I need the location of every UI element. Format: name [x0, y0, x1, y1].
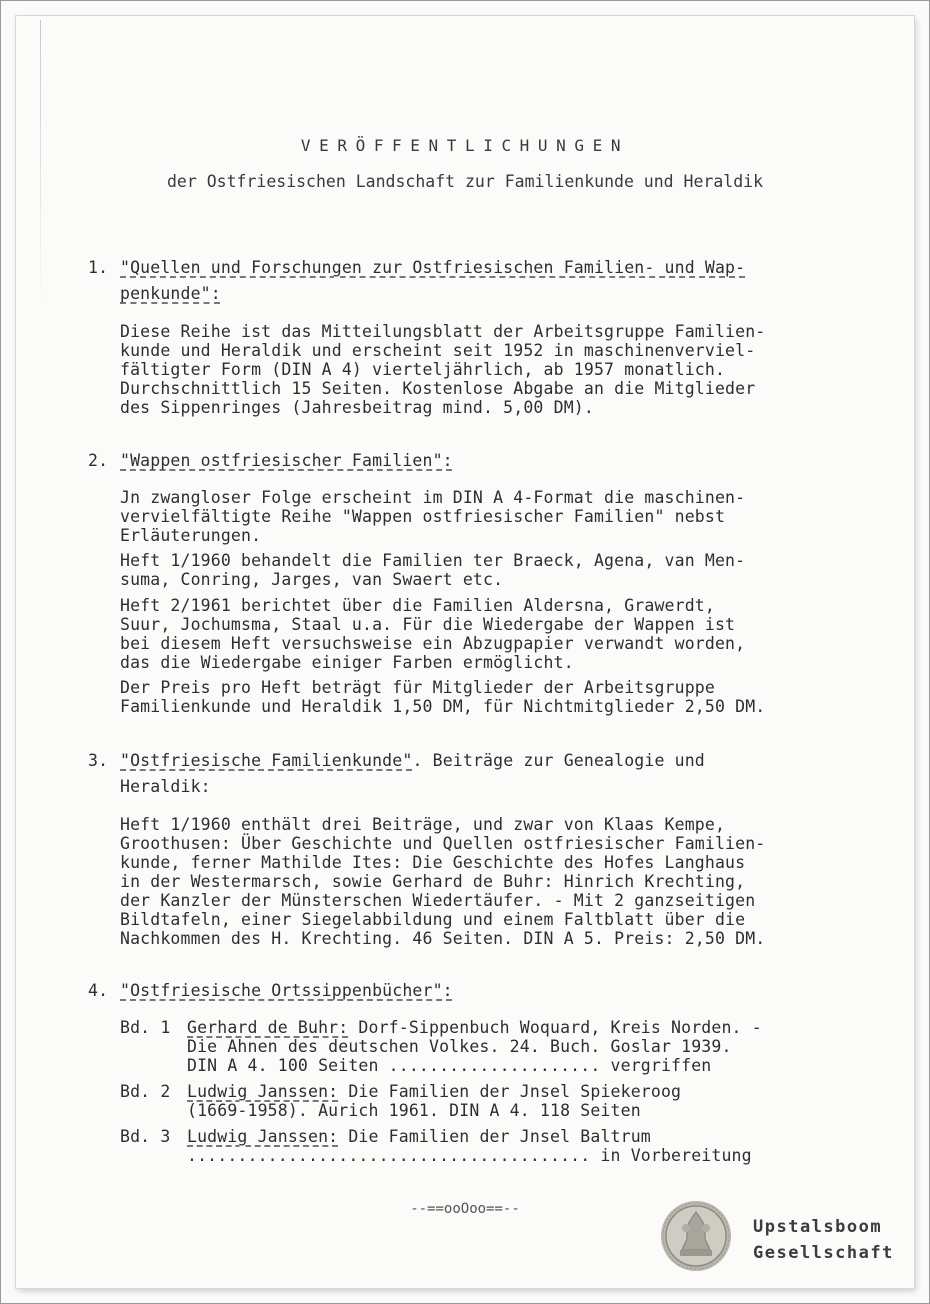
section3-body-line: Bildtafeln, einer Siegelabbildung und einem Faltblatt über die — [120, 910, 746, 929]
section1-body-line: fältigter Form (DIN A 4) vierteljährlich, ab 1957 monatlich. — [120, 360, 726, 379]
section2-para3-line: Heft 2/1961 berichtet über die Familien Aldersna, Grawerdt, — [120, 596, 715, 615]
logo-text-line1: Upstalsboom — [753, 1217, 883, 1237]
volume-detail-line: ........................................ in Vorbereitung — [187, 1146, 752, 1165]
volume-author: Gerhard de Buhr: — [187, 1018, 349, 1037]
section3-heading-line1 — [120, 751, 705, 771]
volume-title-line — [187, 1082, 681, 1102]
volume-label: Bd. 3 — [120, 1127, 171, 1146]
section3-body-line: in der Westermarsch, sowie Gerhard de Buhr: Hinrich Krechting, — [120, 872, 746, 891]
paper-edge-line — [40, 20, 41, 310]
volume-label: Bd. 2 — [120, 1082, 171, 1101]
section1-body-line: des Sippenringes (Jahresbeitrag mind. 5,00 DM). — [120, 398, 594, 417]
section3-heading-rest: . Beiträge zur Genealogie und — [412, 751, 705, 770]
volume-label: Bd. 1 — [120, 1018, 171, 1037]
section1-heading-line2: penkunde": — [120, 284, 221, 303]
section2-para2-line: Heft 1/1960 behandelt die Familien ter Braeck, Agena, van Men- — [120, 551, 746, 570]
section1-body-line: Diese Reihe ist das Mitteilungsblatt der Arbeitsgruppe Familien- — [120, 322, 766, 341]
section3-heading-title: "Ostfriesische Familienkunde" — [120, 751, 413, 770]
volume-title: Die Familien der Jnsel Spiekeroog — [338, 1082, 682, 1101]
volume-detail-line: Die Ahnen des deutschen Volkes. 24. Buch. Goslar 1939. — [187, 1037, 732, 1056]
section1-number: 1. — [88, 258, 109, 277]
document-title: VERÖFFENTLICHUNGEN — [300, 136, 630, 155]
section3-body-line: Groothusen: Über Geschichte und Quellen ostfriesischer Familien- — [120, 834, 766, 853]
volume-title: Dorf-Sippenbuch Woquard, Kreis Norden. - — [348, 1018, 762, 1037]
section3-heading-line2: Heraldik: — [120, 777, 211, 796]
section1-body-line: Durchschnittlich 15 Seiten. Kostenlose Abgabe an die Mitglieder — [120, 379, 756, 398]
seal-figure-left — [682, 1224, 690, 1232]
upstalsboom-seal-icon — [660, 1200, 732, 1272]
section3-body-line: Heft 1/1960 enthält drei Beiträge, und zwar von Klaas Kempe, — [120, 815, 726, 834]
document-subtitle: der Ostfriesischen Landschaft zur Familienkunde und Heraldik — [166, 172, 764, 191]
volume-title-line — [187, 1018, 762, 1038]
seal-base — [680, 1250, 712, 1256]
section3-body-line: der Kanzler der Münsterschen Wiedertäufer. - Mit 2 ganzseitigen — [120, 891, 756, 910]
section2-para1-line: Erläuterungen. — [120, 526, 262, 545]
section2-para2-line: suma, Conring, Jarges, van Swaert etc. — [120, 570, 504, 589]
section2-para3-line: bei diesem Heft versuchsweise ein Abzugpapier verwandt worden, — [120, 634, 746, 653]
volume-author: Ludwig Janssen: — [187, 1127, 339, 1146]
section1-heading-line1: "Quellen und Forschungen zur Ostfriesischen Familien- und Wap- — [120, 258, 746, 277]
section2-para1-line: vervielfältigte Reihe "Wappen ostfriesischer Familien" nebst — [120, 507, 726, 526]
section2-para4-line: Der Preis pro Heft beträgt für Mitglieder der Arbeitsgruppe — [120, 678, 715, 697]
section4-number: 4. — [88, 981, 109, 1000]
volume-author: Ludwig Janssen: — [187, 1082, 339, 1101]
seal-figure-right — [702, 1224, 710, 1232]
section2-para3-line: Suur, Jochumsma, Staal u.a. Für die Wiedergabe der Wappen ist — [120, 615, 736, 634]
end-separator: --==ooOoo==-- — [410, 1201, 520, 1217]
section2-para3-line: das die Wiedergabe einiger Farben ermöglicht. — [120, 653, 574, 672]
section3-number: 3. — [88, 751, 109, 770]
section2-para1-line: Jn zwangloser Folge erscheint im DIN A 4-Format die maschinen- — [120, 488, 746, 507]
volume-title: Die Familien der Jnsel Baltrum — [338, 1127, 651, 1146]
volume-detail-line: DIN A 4. 100 Seiten ..................... vergriffen — [187, 1056, 712, 1075]
section3-body-line: Nachkommen des H. Krechting. 46 Seiten. DIN A 5. Preis: 2,50 DM. — [120, 929, 766, 948]
section2-para4-line: Familienkunde und Heraldik 1,50 DM, für Nichtmitglieder 2,50 DM. — [120, 697, 766, 716]
section1-body-line: kunde und Heraldik und erscheint seit 1952 in maschinenverviel- — [120, 341, 756, 360]
volume-title-line — [187, 1127, 651, 1147]
section2-number: 2. — [88, 451, 109, 470]
section4-heading: "Ostfriesische Ortssippenbücher": — [120, 981, 453, 1000]
volume-detail-line: (1669-1958). Aurich 1961. DIN A 4. 118 Seiten — [187, 1101, 641, 1120]
logo-text-line2: Gesellschaft — [753, 1243, 894, 1263]
section3-body-line: kunde, ferner Mathilde Ites: Die Geschichte des Hofes Langhaus — [120, 853, 746, 872]
section2-heading: "Wappen ostfriesischer Familien": — [120, 451, 453, 470]
